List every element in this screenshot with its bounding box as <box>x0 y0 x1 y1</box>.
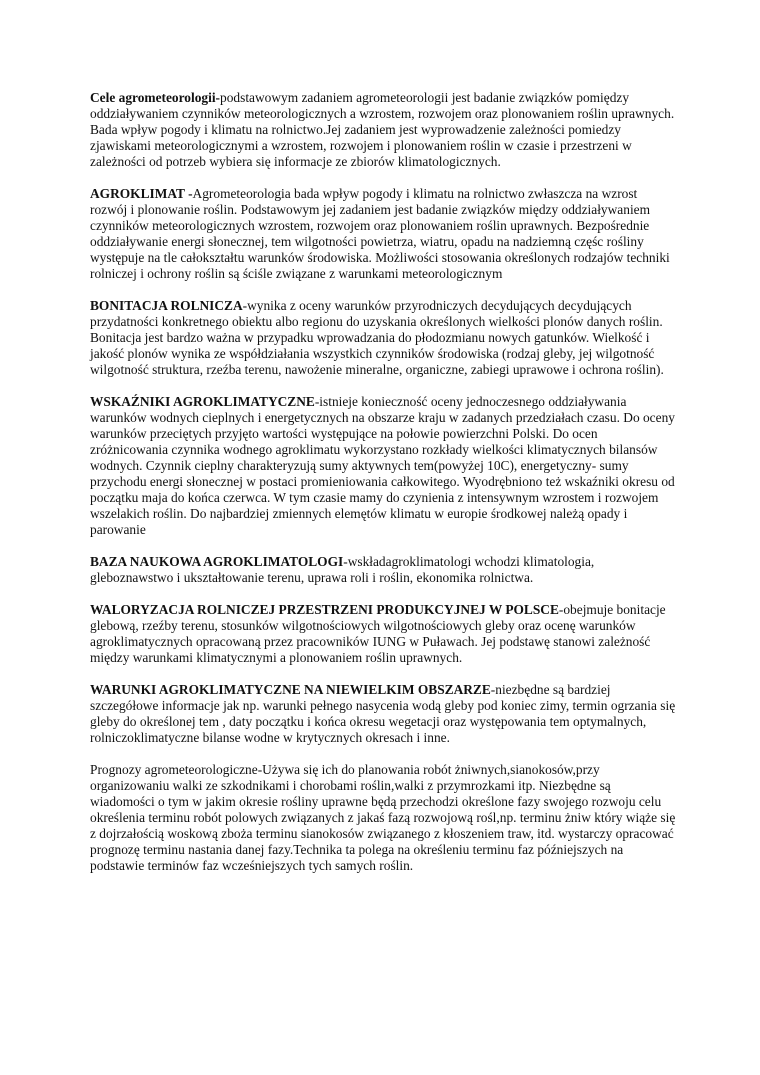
section-text: Agrometeorologia bada wpływ pogody i klimatu na rolnictwo zwłaszcza na wzrost rozwój i plonowanie roślin. Podstawowym jej zadaniem jest badanie związków między oddziaływaniem czynników meteorologicznych wzrostem, rozwojem oraz plonowaniem roślin uprawnych. Bezpośrednie oddziaływanie energi słonecznej, tem wilgotności powietrza, wiatru, opadu na nadziemną częśc rośliny występuje na tle całokształtu warunków środowiska. Możliwości stosowania określonych rodzajów techniki rolniczej i ochrony roślin są ściśle związane z warunkami meteorologicznym <box>90 186 670 281</box>
section-heading: WSKAŹNIKI AGROKLIMATYCZNE <box>90 394 315 409</box>
section-heading: WALORYZACJA ROLNICZEJ PRZESTRZENI PRODUKCYJNEJ W POLSCE <box>90 602 559 617</box>
section-text: -istnieje konieczność oceny jednoczesnego oddziaływania warunków wodnych cieplnych i energetycznych na obszarze kraju w zadanych przedziałach czasu. Do oceny warunków przeciętych przyjęto wartości występujące na połowie powierzchni Polski. Do ocen zróżnicowania czynnika wodnego agroklimatu wykorzystano rozkłady wielkości klimatycznych bilansów wodnych. Czynnik cieplny charakteryzują sumy aktywnych tem(powyżej 10C), energetyczny- sumy przychodu energi słonecznej w postaci promieniowania całkowitego. Wyodrębniono też wskaźniki okresu od początku maja do końca czerwca. W tym czasie mamy do czynienia z intensywnym wzrostem i rozwojem wszelakich roślin. Do najbardziej zmiennych elemętów klimatu w europie środkowej należą opady i parowanie <box>90 394 675 537</box>
section-text: Prognozy agrometeorologiczne-Używa się ich do planowania robót żniwnych,sianokosów,przy organizowaniu walki ze szkodnikami i chorobami roślin,walki z przymrozkami itp. Niezbędne są wiadomości o tym w jakim okresie rośliny uprawne będą przechodzi określone fazy swojego rozwoju celu określenia terminu robót polowych związanych z jakaś fazą rozwojową rośl,np. terminu żniw który wiąże się z dojrzałością woskową zboża terminu sianokosów związanego z kłoszeniem traw, itd. wystarczy opracować prognozę terminu nastania danej fazy.Technika ta polega na określeniu terminu faz późniejszych na podstawie terminów faz wcześniejszych tych samych roślin. <box>90 762 676 873</box>
section-baza-naukowa <box>90 554 676 586</box>
section-text: -obejmuje bonitacje glebową, rzeźby terenu, stosunków wilgotnościowych wilgotnościowych gleby oraz ocenę warunków agroklimatycznych opracowaną przez pracowników IUNG w Puławach. Jej podstawę stanowi zależność między warunkami klimatycznymi a plonowaniem roślin uprawnych. <box>90 602 666 665</box>
section-wskazniki-agroklimatyczne <box>90 394 676 538</box>
section-cele-agrometeorologii <box>90 90 676 170</box>
section-warunki-agroklimatyczne <box>90 682 676 746</box>
section-agroklimat <box>90 186 676 282</box>
section-text: -niezbędne są bardziej szczegółowe informacje jak np. warunki pełnego nasycenia wodą gleby pod koniec zimy, termin ogrzania się gleby do określonej tem , daty początku i końca okresu wegetacji oraz występowania tem optymalnych, rolniczoklimatyczne bilanse wodne w krytycznych okresach i inne. <box>90 682 676 745</box>
section-waloryzacja <box>90 602 676 666</box>
section-heading: AGROKLIMAT - <box>90 186 193 201</box>
section-prognozy <box>90 762 676 874</box>
section-bonitacja-rolnicza <box>90 298 676 378</box>
section-text: -wynika z oceny warunków przyrodniczych decydujących decydujących przydatności konkretnego obiektu albo regionu do uzyskania określonych wielkości plonów danych roślin. Bonitacja jest bardzo ważna w przypadku wprowadzania do płodozmianu nowych gatunków. Wielkość i jakość plonów wynika ze współdziałania wszystkich czynników środowiska (rodzaj gleby, jej wilgotność wilgotność struktura, rzeźba terenu, nawożenie mineralne, organiczne, zabiegi uprawowe i ochrona roślin). <box>90 298 664 377</box>
section-text: -wskładagroklimatologi wchodzi klimatologia, gleboznawstwo i ukształtowanie terenu, uprawa roli i roślin, ekonomika rolnictwa. <box>90 554 595 585</box>
section-heading: BAZA NAUKOWA AGROKLIMATOLOGI <box>90 554 344 569</box>
section-heading: WARUNKI AGROKLIMATYCZNE NA NIEWIELKIM OBSZARZE <box>90 682 491 697</box>
section-heading: Cele agrometeorologii- <box>90 90 221 105</box>
document-body <box>90 90 676 890</box>
section-text: podstawowym zadaniem agrometeorologii jest badanie związków pomiędzy oddziaływaniem czynników meteorologicznych a wzrostem, rozwojem oraz plonowaniem roślin uprawnych. Bada wpływ pogody i klimatu na rolnictwo.Jej zadaniem jest wyprowadzenie zależności pomiedzy zjawiskami meteorologicznymi a wzrostem, rozwojem i plonowaniem roślin w czasie i przestrzeni w zależności od potrzeb wybiera się informacje ze zbiorów klimatologicznych. <box>90 90 675 169</box>
section-heading: BONITACJA ROLNICZA <box>90 298 243 313</box>
